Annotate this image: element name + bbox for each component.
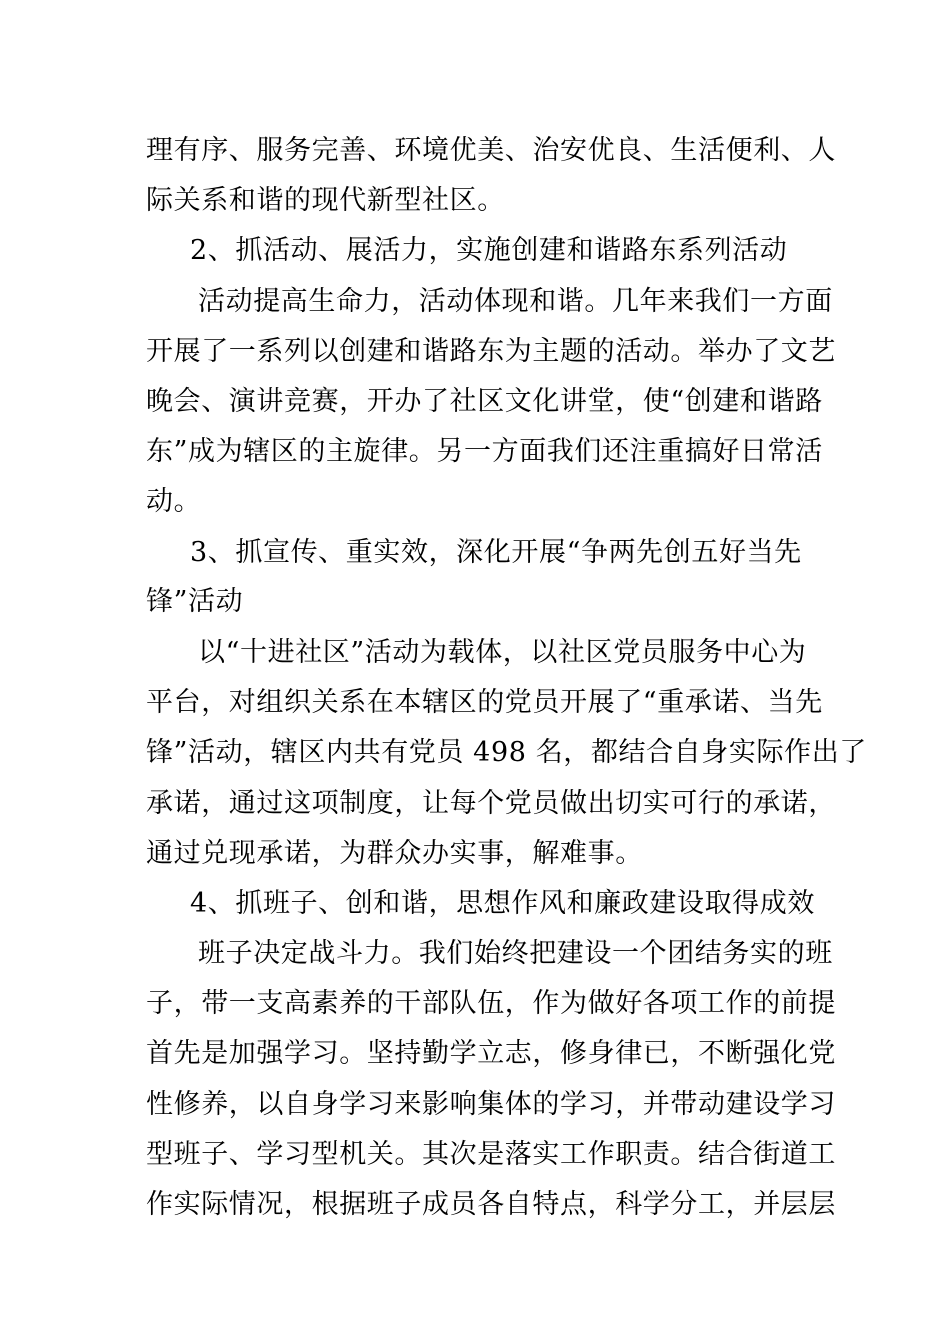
text-line-1: 理有序、服务完善、环境优美、治安优良、生活便利、人 xyxy=(146,135,836,166)
text-line-15: 通过兑现承诺，为群众办实事，解难事。 xyxy=(146,838,643,869)
text-line-22: 作实际情况，根据班子成员各自特点，科学分工，并层层 xyxy=(146,1189,836,1220)
text-line-2: 际关系和谐的现代新型社区。 xyxy=(146,185,505,216)
text-line-11: 以“十进社区”活动为载体，以社区党员服务中心为 xyxy=(198,637,807,668)
text-line-20: 性修养，以自身学习来影响集体的学习，并带动建设学习 xyxy=(146,1089,836,1120)
text-line-13: 锋”活动，辖区内共有党员 498 名，都结合自身实际作出了 xyxy=(146,737,867,768)
section-heading-2: 2、抓活动、展活力，实施创建和谐路东系列活动 xyxy=(190,235,788,266)
text-line-17: 班子决定战斗力。我们始终把建设一个团结务实的班 xyxy=(198,938,833,969)
text-line-14: 承诺，通过这项制度，让每个党员做出切实可行的承诺， xyxy=(146,788,836,819)
text-line-12: 平台，对组织关系在本辖区的党员开展了“重承诺、当先 xyxy=(146,687,823,718)
text-line-10: 锋”活动 xyxy=(146,586,244,617)
text-line-7: 东”成为辖区的主旋律。另一方面我们还注重搞好日常活 xyxy=(146,436,823,467)
text-line-18: 子，带一支高素养的干部队伍，作为做好各项工作的前提 xyxy=(146,988,836,1019)
text-line-21: 型班子、学习型机关。其次是落实工作职责。结合街道工 xyxy=(146,1139,836,1170)
section-heading-3: 3、抓宣传、重实效，深化开展“争两先创五好当先 xyxy=(190,537,802,568)
text-line-5: 开展了一系列以创建和谐路东为主题的活动。举办了文艺 xyxy=(146,336,836,367)
section-heading-4: 4、抓班子、创和谐，思想作风和廉政建设取得成效 xyxy=(190,888,815,919)
text-line-4: 活动提高生命力，活动体现和谐。几年来我们一方面 xyxy=(198,286,833,317)
text-line-19: 首先是加强学习。坚持勤学立志，修身律已，不断强化党 xyxy=(146,1038,836,1069)
text-line-8: 动。 xyxy=(146,486,202,517)
text-line-6: 晚会、演讲竞赛，开办了社区文化讲堂，使“创建和谐路 xyxy=(146,386,823,417)
